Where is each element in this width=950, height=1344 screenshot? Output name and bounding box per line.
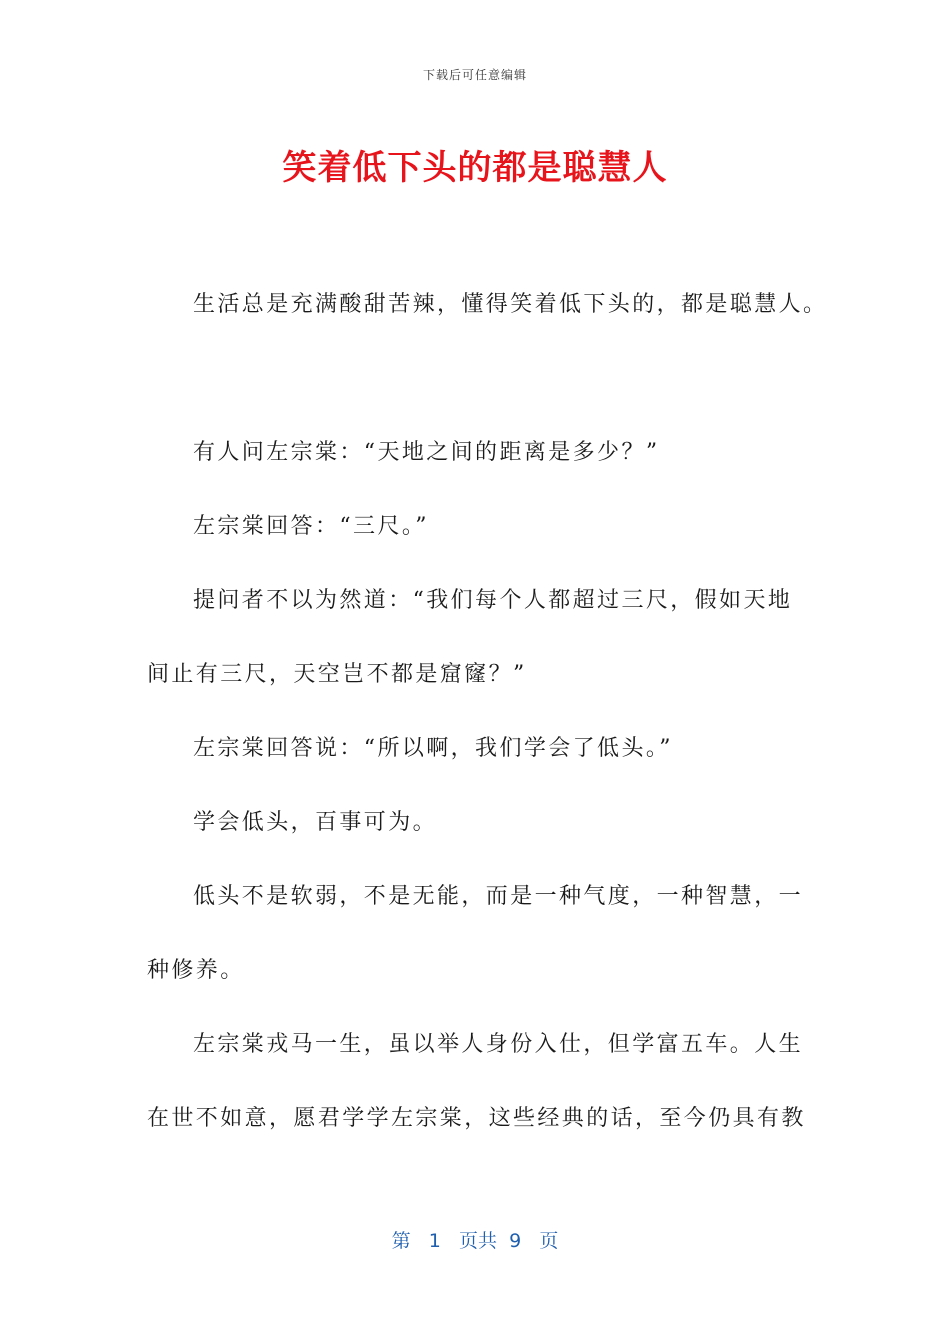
- paragraph-text: 左宗棠回答：“三尺。”: [193, 514, 429, 539]
- paragraph-text: 左宗棠戎马一生，虽以举人身份入仕，但学富五车。人生 在世不如意，愿君学学左宗棠，这些经典的话，至今仍具有教: [147, 1032, 806, 1131]
- paragraph: [147, 1008, 806, 1156]
- paragraph: [147, 564, 797, 712]
- page-footer: [0, 1226, 950, 1253]
- paragraph: [147, 712, 797, 786]
- paragraph: [147, 268, 828, 342]
- header-note: 下载后可任意编辑: [422, 68, 527, 82]
- footer-current-page: 1: [428, 1230, 441, 1252]
- footer-total-pages: 9: [509, 1230, 522, 1252]
- footer-label-middle: 页共: [459, 1230, 498, 1252]
- document-body: [147, 268, 828, 1156]
- paragraph: [147, 416, 797, 490]
- paragraph-text: 低头不是软弱，不是无能，而是一种气度，一种智慧，一 种修养。: [147, 884, 804, 983]
- paragraph-text: 有人问左宗棠：“天地之间的距离是多少？”: [193, 440, 660, 465]
- paragraph-text: 提问者不以为然道：“我们每个人都超过三尺，假如天地 间止有三尺，天空岂不都是窟窿？”: [147, 588, 793, 687]
- paragraph-text: 左宗棠回答说：“所以啊，我们学会了低头。”: [193, 736, 673, 761]
- document-title: 笑着低下头的都是聪慧人: [282, 148, 668, 188]
- paragraph: [147, 860, 804, 1008]
- footer-label-suffix: 页: [539, 1230, 559, 1252]
- paragraph-text: 学会低头，百事可为。: [193, 810, 438, 835]
- paragraph: [147, 490, 797, 564]
- footer-label-prefix: 第: [391, 1230, 411, 1252]
- paragraph: [147, 786, 797, 860]
- paragraph-spacer: [147, 342, 797, 416]
- paragraph-text: 生活总是充满酸甜苦辣，懂得笑着低下头的，都是聪慧人。: [193, 292, 828, 317]
